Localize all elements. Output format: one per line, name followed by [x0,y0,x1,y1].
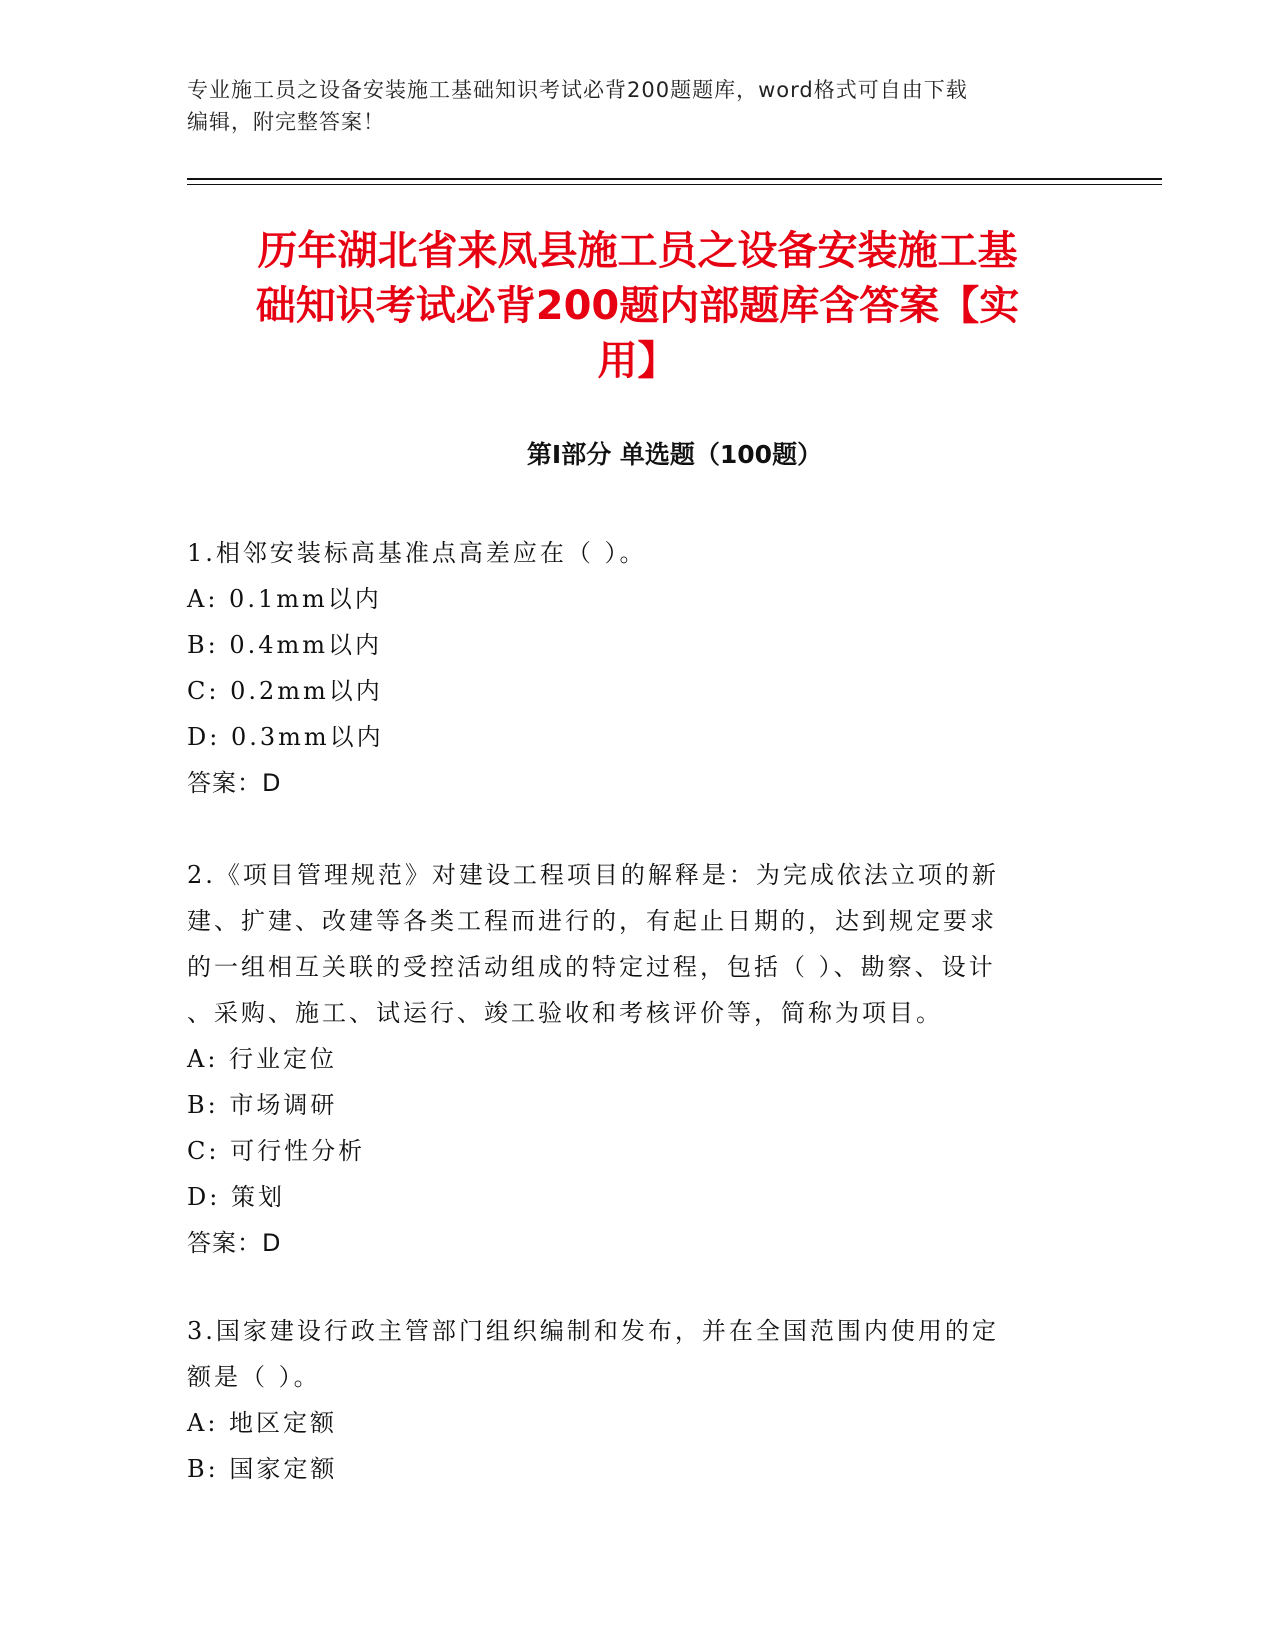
question-1 [187,530,1087,806]
option-d: D: 策划 [187,1183,285,1211]
question-stem-line: 3.国家建设行政主管部门组织编制和发布，并在全国范围内使用的定 [187,1317,999,1345]
option-b: B: 0.4mm以内 [187,631,383,659]
question-stem-line: 2.《项目管理规范》对建设工程项目的解释是：为完成依法立项的新 [187,861,999,889]
question-stem-line: 1.相邻安装标高基准点高差应在（ ）。 [187,539,647,567]
question-2 [187,852,1087,1266]
header-divider-thin [187,184,1162,185]
option-a: A: 行业定位 [187,1045,338,1073]
question-stem-line: 的一组相互关联的受控活动组成的特定过程，包括（ ）、勘察、设计 [187,953,996,981]
document-title-line-3: 用】 [597,338,678,384]
option-b: B: 市场调研 [187,1091,338,1119]
option-c: C: 可行性分析 [187,1137,366,1165]
question-stem-line: 额是（ ）。 [187,1363,321,1391]
document-title [180,224,1095,389]
question-stem-line: 、采购、施工、试运行、竣工验收和考核评价等，简称为项目。 [187,999,943,1027]
header-note-line-1: 专业施工员之设备安装施工基础知识考试必背200题题库，word格式可自由下载 [187,78,968,102]
answer: 答案：D [187,1229,282,1257]
document-title-line-1: 历年湖北省来凤县施工员之设备安装施工基 [257,228,1018,274]
section-heading: 第Ⅰ部分 单选题（100题） [526,440,823,469]
document-title-line-2: 础知识考试必背200题内部题库含答案【实 [255,283,1020,329]
option-a: A: 地区定额 [187,1409,338,1437]
answer: 答案：D [187,769,282,797]
option-c: C: 0.2mm以内 [187,677,383,705]
question-3 [187,1308,1087,1492]
question-stem-line: 建、扩建、改建等各类工程而进行的，有起止日期的，达到规定要求 [187,907,997,935]
option-b: B: 国家定额 [187,1455,338,1483]
header-divider-thick [187,178,1162,180]
header-note [187,74,1087,138]
header-note-line-2: 编辑，附完整答案！ [187,110,385,134]
option-a: A: 0.1mm以内 [187,585,382,613]
option-d: D: 0.3mm以内 [187,723,384,751]
